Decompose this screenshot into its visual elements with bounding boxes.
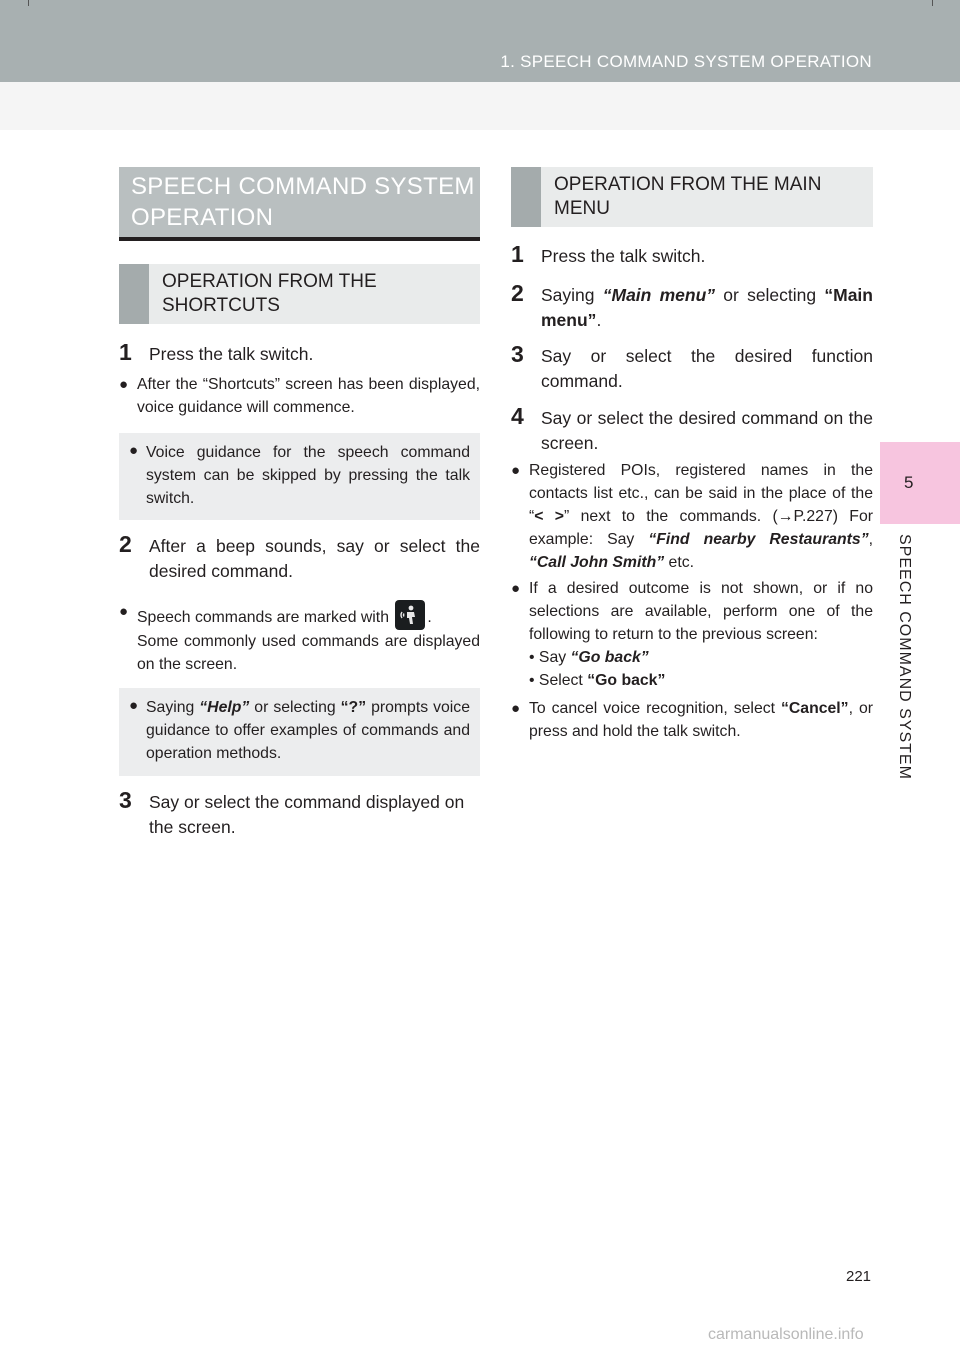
subsection-title: OPERATION FROM THE MAIN MENU [554,174,822,219]
running-header: 1. SPEECH COMMAND SYSTEM OPERATION [500,52,872,71]
bullet-item [119,373,480,419]
bullet-icon: ● [511,580,521,597]
bullet-text-line2: Some commonly used commands are displayed on the screen. [137,633,480,673]
bullet-item [511,697,873,743]
bullet-item [511,577,873,692]
step-number: 3 [119,787,132,813]
step-text: Press the talk switch. [149,344,314,364]
bullet-icon: ● [511,462,521,479]
step-3 [119,787,480,840]
chapter-number: 5 [904,473,914,492]
command-question: “?” [340,699,367,716]
text-run: prompts voice guidance to offer examples of commands and operation methods. [146,699,470,762]
step-number: 3 [511,341,524,367]
bullet-item [119,600,480,676]
text-run: Saying [146,699,200,716]
bullet-icon: ● [119,376,129,393]
step-text: Say or select the desired command on the screen. [541,408,873,453]
step-number: 2 [511,280,524,306]
bullet-text [529,577,873,692]
step-number: 4 [511,403,524,429]
bullet-icon: ● [511,700,521,717]
bullet-main-text: If a desired outcome is not shown, or if no selections are available, perform one of the following to return to the previous screen: [529,580,873,643]
step-number: 2 [119,531,132,557]
step-text: After a beep sounds, say or select the desired command. [149,536,480,581]
placeholder-marker: < > [534,508,565,525]
bullet-icon: ● [119,603,129,620]
note-box [119,688,480,776]
step-text: Say or select the desired function command. [541,346,873,391]
step-1 [119,339,480,367]
step-text: Press the talk switch. [541,246,706,266]
text-run: or selecting [249,699,341,716]
bullet-text: After the “Shortcuts” screen has been displayed, voice guidance will commence. [137,376,480,416]
note-text: Voice guidance for the speech command system can be skipped by pressing the talk switch. [146,444,470,507]
header-gap [0,82,960,130]
command-example: “Call John Smith” [529,554,665,571]
step-number: 1 [119,339,132,365]
text-run: Saying [541,285,603,305]
watermark: carmanualsonline.info [708,1326,864,1343]
command-main-menu: “Main menu” [541,285,873,330]
text-run: or selecting [715,285,825,305]
step-text: Say or select the command displayed on the screen. [149,792,465,837]
command-main-menu: “Main menu” [602,285,716,305]
text-run: . [596,310,602,330]
chapter-tab[interactable] [880,442,960,524]
step-text [541,283,873,333]
chapter-label: SPEECH COMMAND SYSTEM [896,534,913,780]
bullet-text [529,697,873,743]
command-cancel: “Cancel” [780,700,849,717]
crop-mark [28,0,29,6]
sub-item-label: • Select [529,672,588,689]
step-1 [511,241,873,269]
subsection-bar [119,264,149,324]
note-box [119,433,480,520]
sub-item-label: • Say [529,649,571,666]
text-run: To cancel voice recognition, select [529,700,781,717]
step-2 [119,531,480,584]
bullet-text [529,459,873,574]
subsection-bar [511,167,541,227]
bullet-text-pre: Speech commands are marked with [137,609,389,626]
section-title [119,167,480,241]
text-run: etc. [664,554,695,571]
text-run: ” next to the commands. (→P.227) For example: Say [529,508,873,548]
text-run: , [868,531,873,548]
subsection-main-menu [511,167,873,227]
bullet-icon: ● [129,442,139,459]
step-2 [511,280,873,333]
command-go-back: “Go back” [570,649,649,666]
command-go-back: “Go back” [587,672,666,689]
bullet-icon: ● [129,697,139,714]
bullet-text-post: . [427,609,432,626]
subsection-shortcuts [119,264,480,324]
step-4 [511,403,873,456]
section-title-text: SPEECH COMMAND SYSTEM OPERATION [131,173,475,231]
voice-command-icon [395,600,425,630]
bullet-item [511,459,873,574]
step-3 [511,341,873,394]
command-help: “Help” [199,699,250,716]
text-run: , or press and hold the talk switch. [529,700,873,740]
crop-mark [932,0,933,6]
command-example: “Find nearby Restaurants” [648,531,869,548]
subsection-title: OPERATION FROM THE SHORTCUTS [162,271,377,316]
note-text [146,696,470,765]
bullet-text [137,600,480,676]
text-run: Registered POIs, registered names in the contacts list etc., can be said in the place of the “ [529,462,873,525]
step-number: 1 [511,241,524,267]
page-number: 221 [846,1268,872,1285]
